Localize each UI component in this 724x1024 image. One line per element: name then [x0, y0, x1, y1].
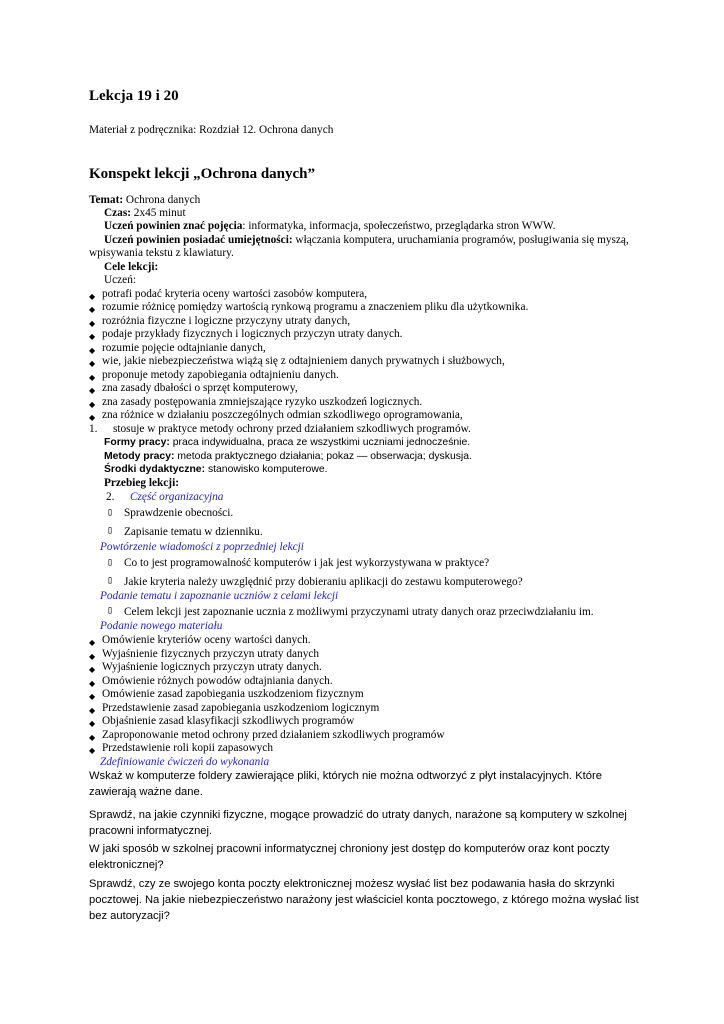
temat-label: Temat:	[89, 194, 124, 206]
diamond-bullet-icon: ◆	[89, 386, 96, 395]
section-powtorzenie: Powtórzenie wiadomości z poprzedniej lekcji	[100, 541, 304, 553]
org-item: Zapisanie tematu w dzienniku.	[124, 526, 263, 538]
umiejetnosci-continuation: wpisywania tekstu z klawiatury.	[89, 247, 234, 259]
umiejetnosci-value: włączania komputera, uruchamiania programów, posługiwania się myszą,	[292, 234, 629, 246]
missing-glyph-box-icon: ▯	[107, 605, 114, 616]
exercise-paragraph: Sprawdź, czy ze swojego konta poczty elektronicznej możesz wysłać list bez podawania hasła do skrzynki pocztowej. Na jakie niebezpieczeństwo narażony jest właściciel konta pocztowego, z którego można wysłać list bez autoryzacji?	[89, 878, 639, 922]
diamond-bullet-icon: ◆	[89, 359, 96, 368]
czas-line	[104, 207, 186, 221]
exercise-paragraph: W jaki sposób w szkolnej pracowni informatycznej chroniony jest dostęp do komputerów oraz kont poczty elektronicznej?	[89, 843, 610, 871]
przebieg-label: Przebieg lekcji:	[104, 477, 179, 489]
section-podanie-tematu: Podanie tematu i zapoznanie uczniów z celami lekcji	[100, 590, 339, 602]
srodki-line	[104, 463, 328, 477]
czas-label: Czas:	[104, 207, 131, 219]
metody-line	[104, 450, 472, 464]
numbered-item-1	[89, 423, 97, 437]
section-podanie-materialu: Podanie nowego materiału	[100, 620, 223, 632]
diamond-bullet-icon: ◆	[89, 652, 96, 661]
metody-value: metoda praktycznego działania; pokaz — obserwacja; dyskusja.	[174, 451, 472, 462]
material-reference: Materiał z podręcznika: Rozdział 12. Ochrona danych	[89, 124, 334, 136]
number-label: 1.	[89, 423, 98, 435]
numbered-item-1-text: stosuje w praktyce metody ochrony przed działaniem szkodliwych programów.	[113, 423, 471, 435]
uczen-label: Uczeń:	[104, 274, 136, 286]
missing-glyph-box-icon: ▯	[107, 557, 114, 568]
diamond-bullet-icon: ◆	[89, 292, 96, 301]
diamond-bullet-icon: ◆	[89, 332, 96, 341]
diamond-bullet-icon: ◆	[89, 679, 96, 688]
diamond-bullet-icon: ◆	[89, 413, 96, 422]
diamond-bullet-icon: ◆	[89, 692, 96, 701]
cel-item: Celem lekcji jest zapoznanie ucznia z możliwymi przyczynami utraty danych oraz przeciwdziałaniu im.	[124, 606, 594, 618]
diamond-bullet-icon: ◆	[89, 638, 96, 647]
powt-item: Co to jest programowalność komputerów i jak jest wykorzystywana w praktyce?	[124, 557, 490, 569]
diamond-bullet-icon: ◆	[89, 746, 96, 755]
metody-label: Metody pracy:	[104, 451, 175, 462]
pojecia-value: : informatyka, informacja, społeczeństwo, przeglądarka stron WWW.	[242, 220, 556, 232]
diamond-bullet-icon: ◆	[89, 373, 96, 382]
powt-item: Jakie kryteria należy uwzględnić przy dobieraniu aplikacji do zestawu komputerowego?	[124, 576, 523, 588]
umiejetnosci-label: Uczeń powinien posiadać umiejętności:	[104, 234, 293, 246]
missing-glyph-box-icon: ▯	[107, 507, 114, 518]
diamond-bullet-icon: ◆	[89, 305, 96, 314]
pojecia-label: Uczeń powinien znać pojęcia	[104, 220, 243, 232]
diamond-bullet-icon: ◆	[89, 319, 96, 328]
formy-value: praca indywidualna, praca ze wszystkimi uczniami jednocześnie.	[169, 437, 471, 448]
srodki-value: stanowisko komputerowe.	[205, 464, 328, 475]
temat-line	[89, 194, 200, 208]
org-item: Sprawdzenie obecności.	[124, 507, 234, 519]
formy-line	[104, 436, 470, 450]
umiejetnosci-line	[104, 234, 629, 248]
diamond-bullet-icon: ◆	[89, 719, 96, 728]
exercise-paragraph: Wskaż w komputerze foldery zawierające pliki, których nie można odtworzyć z płyt instalacyjnych. Które zawierają ważne dane.	[89, 770, 602, 798]
czas-value: 2x45 minut	[130, 207, 186, 219]
pojecia-line	[104, 220, 555, 234]
exercise-paragraph: Sprawdź, na jakie czynniki fizyczne, mogące prowadzić do utraty danych, narażone są komputery w szkolnej pracowni informatycznej.	[89, 809, 627, 837]
document-page: Lekcja 19 i 20 Materiał z podręcznika: Rozdział 12. Ochrona danych Konspekt lekcji „Ochrona danych” Temat: Ochrona danych Czas: 2x45 minut Uczeń powinien znać pojęcia: informatyka, informacja, społeczeństwo, przeglądarka stron WWW. Uczeń powinien posiadać umiejętności: włączania komputera, uruchamiania programów, posługiwania się myszą, wpisywania tekstu z klawiatury. Cele lekcji: Uczeń: ◆ potrafi podać kryteria oceny wartości zasobów komputera, ◆ rozumie różnicę pomiędzy wartością rynkową programu a znaczeniem pliku dla użytkownika. ◆ rozróżnia fizyczne i logiczne przyczyny utraty danych, ◆ podaje przykłady fizycznych i logicznych przyczyn utraty danych. ◆ rozumie pojęcie odtajnianie danych, ◆ wie, jakie niebezpieczeństwa wiążą się z odtajnieniem danych prywatnych i służbowych, ◆ proponuje metody zapobiegania odtajnieniu danych. ◆ zna zasady dbałości o sprzęt komputerowy, ◆ zna zasady postępowania zmniejszające ryzyko uszkodzeń logicznych. ◆ zna różnice w działaniu poszczególnych odmian szkodliwego oprogramowania, 1. stosuje w praktyce metody ochrony przed działaniem szkodliwych programów. Formy pracy: praca indywidualna, praca ze wszystkimi uczniami jednocześnie. Metody pracy: metoda praktycznego działania; pokaz — obserwacja; dyskusja. Środki dydaktyczne: stanowisko komputerowe. Przebieg lekcji: 2. Część organizacyjna ▯ Sprawdzenie obecności. ▯ Zapisanie tematu w dzienniku. Powtórzenie wiadomości z poprzedniej lekcji ▯ Co to jest programowalność komputerów i jak jest wykorzystywana w praktyce? ▯ Jakie kryteria należy uwzględnić przy dobieraniu aplikacji do zestawu komputerowego? Podanie tematu i zapoznanie uczniów z celami lekcji ▯ Celem lekcji jest zapoznanie ucznia z możliwymi przyczynami utraty danych oraz przeciwdziałaniu im. Podanie nowego materiału ◆ Omówienie kryteriów oceny wartości danych. ◆ Wyjaśnienie fizycznych przyczyn utraty danych ◆ Wyjaśnienie logicznych przyczyn utraty danych. ◆ Omówienie różnych powodów odtajniania danych. ◆ Omówienie zasad zapobiegania uszkodzeniom fizycznym ◆ Przedstawienie zasad zapobiegania uszkodzeniom logicznym ◆ Objaśnienie zasad klasyfikacji szkodliwych programów ◆ Zaproponowanie metod ochrony przed działaniem szkodliwych programów ◆ Przedstawienie roli kopii zapasowych Zdefiniowanie ćwiczeń do wykonania Wskaż w komputerze foldery zawierające pliki, których nie można odtworzyć z płyt instalacyjnych. Które zawierają ważne dane. Sprawdź, na jakie czynniki fizyczne, mogące prowadzić do utraty danych, narażone są komputery w szkolnej pracowni informatycznej. W jaki sposób w szkolnej pracowni informatycznej chroniony jest dostęp do komputerów oraz kont poczty elektronicznej? Sprawdź, czy ze swojego konta poczty elektronicznej możesz wysłać list bez podawania hasła do skrzynki pocztowej. Na jakie niebezpieczeństwo narażony jest właściciel konta pocztowego, z którego można wysłać list bez autoryzacji?	[89, 88, 639, 922]
srodki-label: Środki dydaktyczne:	[104, 464, 206, 475]
lesson-title: Lekcja 19 i 20	[89, 88, 179, 104]
diamond-bullet-icon: ◆	[89, 733, 96, 742]
section-czesc-organizacyjna: Część organizacyjna	[130, 491, 224, 503]
missing-glyph-box-icon: ▯	[107, 525, 114, 536]
konspekt-heading: Konspekt lekcji „Ochrona danych”	[89, 166, 316, 182]
missing-glyph-box-icon: ▯	[107, 575, 114, 586]
temat-value: Ochrona danych	[123, 194, 201, 206]
formy-label: Formy pracy:	[104, 437, 170, 448]
diamond-bullet-icon: ◆	[89, 665, 96, 674]
diamond-bullet-icon: ◆	[89, 706, 96, 715]
section-zdefiniowanie: Zdefiniowanie ćwiczeń do wykonania	[100, 756, 270, 768]
cele-label: Cele lekcji:	[104, 261, 159, 273]
diamond-bullet-icon: ◆	[89, 400, 96, 409]
numbered-item-2: 2.	[106, 491, 115, 503]
diamond-bullet-icon: ◆	[89, 346, 96, 355]
